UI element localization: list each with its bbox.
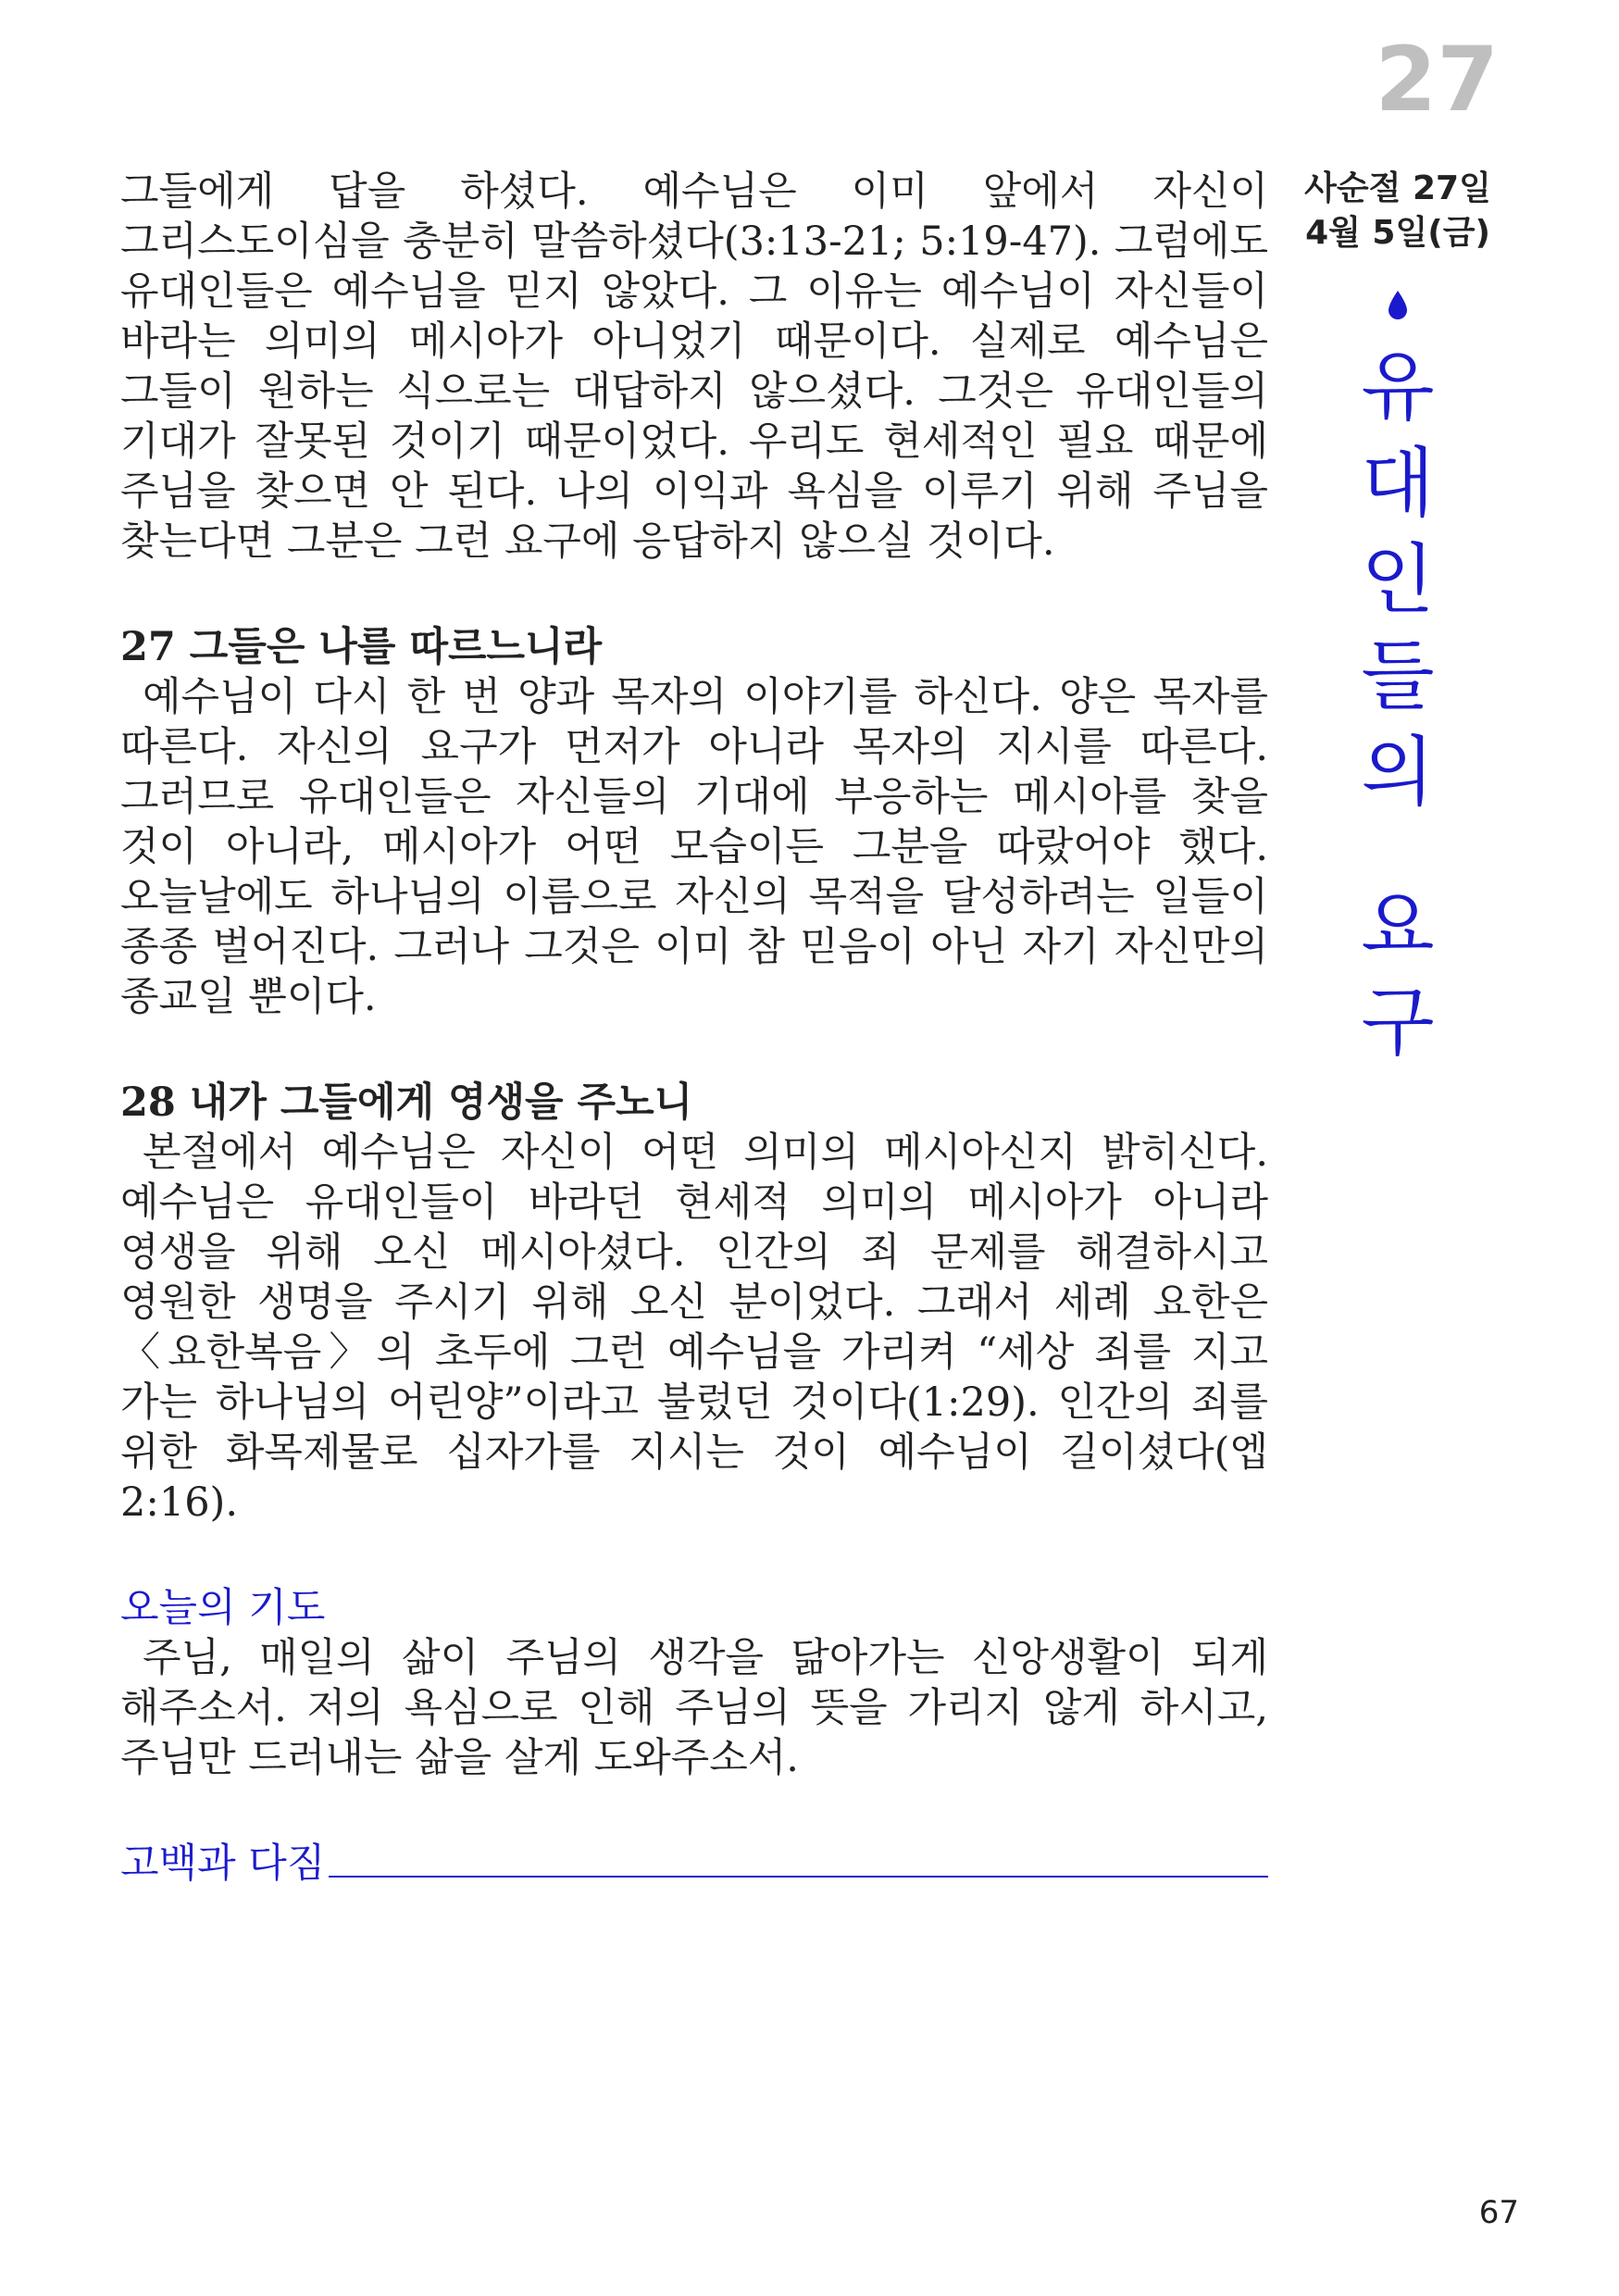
vertical-title-char: 유 [1361, 343, 1435, 431]
main-column [120, 167, 1268, 1889]
intro-paragraph: 그들에게 답을 하셨다. 예수님은 이미 앞에서 자신이 그리스도이심을 충분히 말씀하셨다(3:13-21; 5:19-47). 그럼에도 유대인들은 예수님을 믿지 않았다. 그 이유는 예수님이 자신들이 바라는 의미의 메시아가 아니었기 때문이다. 실제로 예수님은 그들이 원하는 식으로는 대답하지 않으셨다. 그것은 유대인들의 기대가 잘못된 것이기 때문이었다. 우리도 현세적인 필요 때문에 주님을 찾으면 안 된다. 나의 이익과 욕심을 이루기 위해 주님을 찾는다면 그분은 그런 요구에 응답하지 않으실 것이다. [120, 168, 1268, 565]
sidebar [1287, 167, 1509, 1081]
section-body: 본절에서 예수님은 자신이 어떤 의미의 메시아신지 밝히신다. 예수님은 유대인들이 바라던 현세적 의미의 메시아가 아니라 영생을 위해 오신 메시아셨다. 인간의 죄 문제를 해결하시고 영원한 생명을 주시기 위해 오신 분이었다. 그래서 세례 요한은 〈요한복음〉의 초두에 그런 예수님을 가리켜 “세상 죄를 지고 가는 하나님의 어린양”이라고 불렀던 것이다(1:29). 인간의 죄를 위한 화목제물로 십자가를 지시는 것이 예수님이 길이셨다(엡 2:16). [120, 1129, 1268, 1526]
calendar-date: 4월 5일(금) [1305, 214, 1490, 252]
confession-row [120, 1839, 1268, 1889]
prayer-title: 오늘의 기도 [120, 1585, 326, 1631]
section-28 [120, 1078, 1268, 1528]
vertical-title-char: 요 [1361, 882, 1435, 970]
prayer-body: 주님, 매일의 삶이 주님의 생각을 닮아가는 신앙생활이 되게 해주소서. 저의 욕심으로 인해 주님의 뜻을 가리지 않게 하시고, 주님만 드러내는 삶을 살게 도와주소서. [120, 1635, 1268, 1781]
season-day: 사순절 27일 [1304, 169, 1491, 207]
vertical-title-char: 인 [1361, 536, 1435, 624]
page-number: 67 [1478, 2194, 1519, 2231]
vertical-title-char: 구 [1361, 979, 1435, 1067]
day-number: 27 [1375, 28, 1499, 131]
section-title: 27 그들은 나를 따르느니라 [120, 624, 603, 670]
section-27 [120, 622, 1268, 1022]
vertical-title-space [1287, 831, 1509, 889]
confession-write-line [329, 1875, 1268, 1878]
vertical-title-char: 의 [1361, 729, 1435, 817]
vertical-title-char: 대 [1361, 440, 1435, 528]
vertical-title [1287, 343, 1509, 1081]
vertical-title-char: 들 [1361, 632, 1435, 720]
section-body: 예수님이 다시 한 번 양과 목자의 이야기를 하신다. 양은 목자를 따른다. 자신의 요구가 먼저가 아니라 목자의 지시를 따른다. 그러므로 유대인들은 자신들의 기대에 부응하는 메시아를 찾을 것이 아니라, 메시아가 어떤 모습이든 그분을 따랐어야 했다. 오늘날에도 하나님의 이름으로 자신의 목적을 달성하려는 일들이 종종 벌어진다. 그러나 그것은 이미 참 믿음이 아닌 자기 자신만의 종교일 뿐이다. [120, 674, 1268, 1020]
water-drop-icon [1386, 289, 1410, 320]
confession-label: 고백과 다짐 [120, 1841, 326, 1887]
section-title: 28 내가 그들에게 영생을 주노니 [120, 1079, 693, 1126]
prayer-section [120, 1583, 1268, 1783]
